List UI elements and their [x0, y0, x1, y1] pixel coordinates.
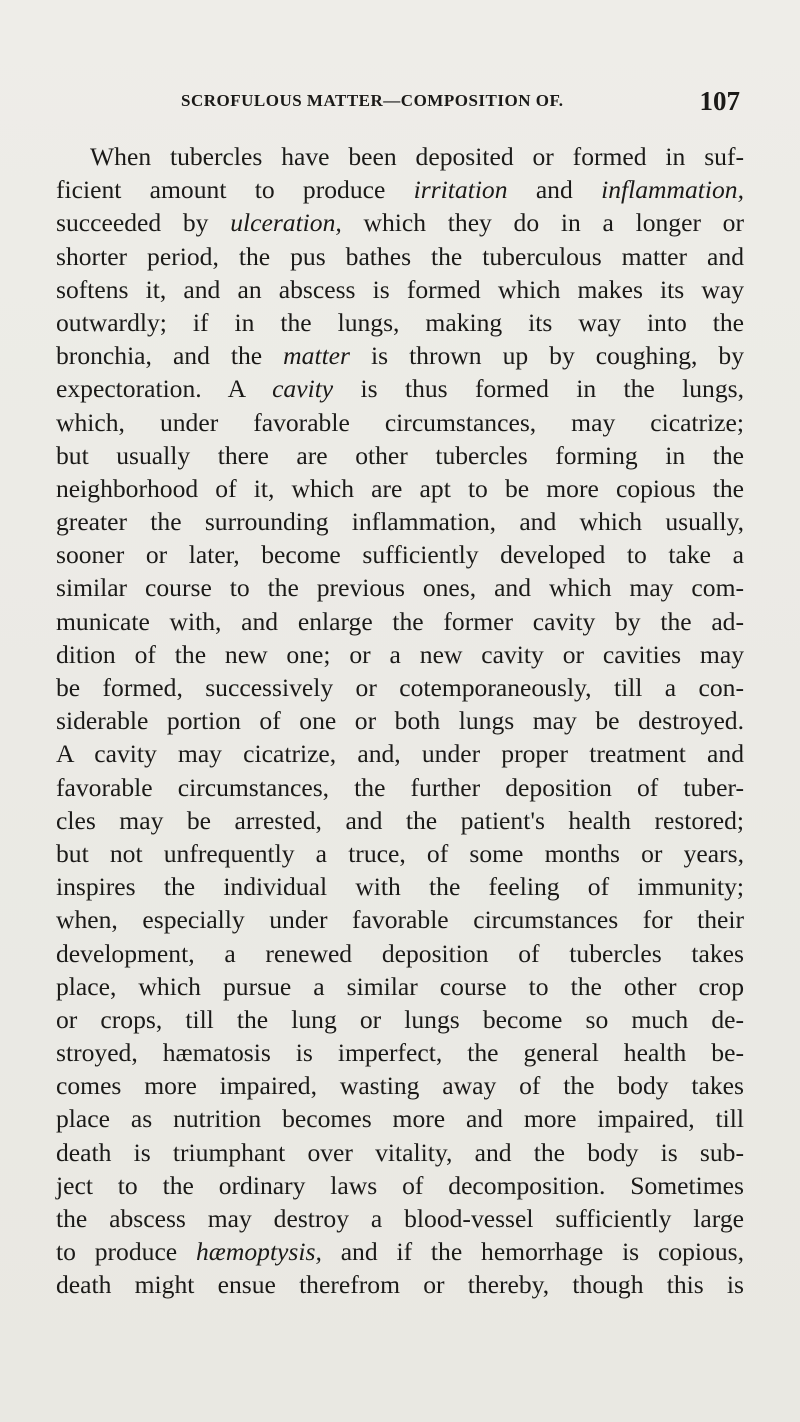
- text-run: dition of the new one; or a new cavity or cavities may: [56, 639, 744, 669]
- text-run: to produce: [56, 1237, 196, 1267]
- text-line: [56, 804, 744, 837]
- text-run: be formed, successively or cotemporaneously, till a con-: [56, 673, 744, 702]
- text-line: [56, 1102, 744, 1135]
- text-line: [56, 771, 744, 804]
- text-run: place as nutrition becomes more and more impaired, till: [56, 1104, 744, 1134]
- text-run: or crops, till the lung or lungs become so much de-: [56, 1004, 744, 1034]
- text-run: succeeded by: [56, 208, 231, 238]
- text-line: [56, 372, 744, 405]
- text-run: which they do in a longer or: [341, 208, 744, 238]
- text-run: but not unfrequently a truce, of some months or years,: [56, 838, 744, 868]
- text-line: [56, 140, 744, 173]
- text-run: when, especially under favorable circumstances for their: [56, 905, 744, 935]
- text-run: is thrown up by coughing, by: [350, 341, 745, 371]
- italic-term: hæmoptysis,: [196, 1237, 322, 1267]
- text-line: [56, 406, 744, 439]
- text-run: the abscess may destroy a blood-vessel sufficiently large: [56, 1204, 744, 1233]
- text-run: softens it, and an abscess is formed which makes its way: [56, 274, 744, 304]
- italic-term: matter: [283, 341, 350, 371]
- text-run: comes more impaired, wasting away of the body takes: [56, 1071, 744, 1101]
- text-line: [56, 737, 744, 770]
- text-run: sooner or later, become sufficiently developed to take a: [56, 540, 744, 570]
- text-run: cles may be arrested, and the patient's health restored;: [56, 805, 744, 835]
- text-line: [56, 937, 744, 970]
- text-line: [56, 870, 744, 903]
- text-line: [56, 206, 744, 239]
- text-run: and if the hemorrhage is copious,: [321, 1237, 744, 1267]
- italic-term: irritation: [413, 175, 508, 205]
- text-run: A cavity may cicatrize, and, under proper treatment and: [56, 739, 744, 769]
- text-run: but usually there are other tubercles forming in the: [56, 440, 744, 470]
- text-line: [56, 704, 744, 737]
- text-line: [56, 1235, 744, 1268]
- text-line: [56, 1268, 744, 1301]
- text-run: which, under favorable circumstances, may cicatrize;: [56, 407, 744, 437]
- page-number: 107: [699, 86, 740, 116]
- text-line: [56, 1202, 744, 1235]
- running-title: SCROFULOUS MATTER—COMPOSITION OF.: [181, 91, 564, 110]
- text-line: [56, 439, 744, 472]
- text-run: shorter period, the pus bathes the tuberculous matter and: [56, 241, 744, 271]
- text-line: [56, 571, 744, 604]
- text-line: [56, 1069, 744, 1102]
- text-run: greater the surrounding inflammation, and which usually,: [56, 507, 744, 537]
- text-run: bronchia, and the: [56, 341, 284, 371]
- text-line: [56, 671, 744, 704]
- text-run: ficient amount to produce: [56, 175, 414, 205]
- text-line: [56, 1136, 744, 1169]
- text-run: is thus formed in the lungs,: [333, 374, 744, 404]
- text-line: [56, 538, 744, 571]
- text-line: [56, 505, 744, 538]
- body-paragraph: [56, 140, 744, 1302]
- text-run: favorable circumstances, the further deposition of tuber-: [56, 772, 744, 802]
- text-run: When tubercles have been deposited or formed in suf-: [90, 142, 744, 171]
- text-run: siderable portion of one or both lungs may be destroyed.: [56, 706, 744, 736]
- italic-term: ulceration,: [230, 208, 342, 238]
- text-run: place, which pursue a similar course to the other crop: [56, 971, 744, 1001]
- italic-term: cavity: [272, 374, 334, 404]
- text-run: and: [507, 175, 602, 205]
- page-header: [58, 88, 740, 124]
- text-run: death might ensue therefrom or thereby, though this is: [56, 1270, 744, 1300]
- text-run: municate with, and enlarge the former cavity by the ad-: [56, 606, 744, 636]
- text-line: [56, 638, 744, 671]
- text-run: development, a renewed deposition of tubercles takes: [56, 938, 744, 968]
- text-run: outwardly; if in the lungs, making its way into the: [56, 307, 744, 337]
- text-run: death is triumphant over vitality, and the body is sub-: [56, 1137, 744, 1167]
- text-line: [56, 240, 744, 273]
- text-line: [56, 1003, 744, 1036]
- text-run: inspires the individual with the feeling of immunity;: [56, 872, 744, 902]
- text-line: [56, 173, 744, 206]
- text-line: [56, 837, 744, 870]
- text-run: expectoration. A: [56, 374, 273, 404]
- text-run: neighborhood of it, which are apt to be more copious the: [56, 473, 744, 503]
- text-line: [56, 273, 744, 306]
- text-line: [56, 472, 744, 505]
- text-line: [56, 1169, 744, 1202]
- text-line: [56, 339, 744, 372]
- text-line: [56, 306, 744, 339]
- text-line: [56, 903, 744, 936]
- text-line: [56, 1036, 744, 1069]
- text-run: stroyed, hæmatosis is imperfect, the general health be-: [56, 1038, 744, 1068]
- text-run: ject to the ordinary laws of decomposition. Sometimes: [56, 1170, 744, 1200]
- text-line: [56, 970, 744, 1003]
- text-run: similar course to the previous ones, and which may com-: [56, 573, 744, 603]
- text-line: [56, 605, 744, 638]
- italic-term: inflammation,: [601, 175, 744, 205]
